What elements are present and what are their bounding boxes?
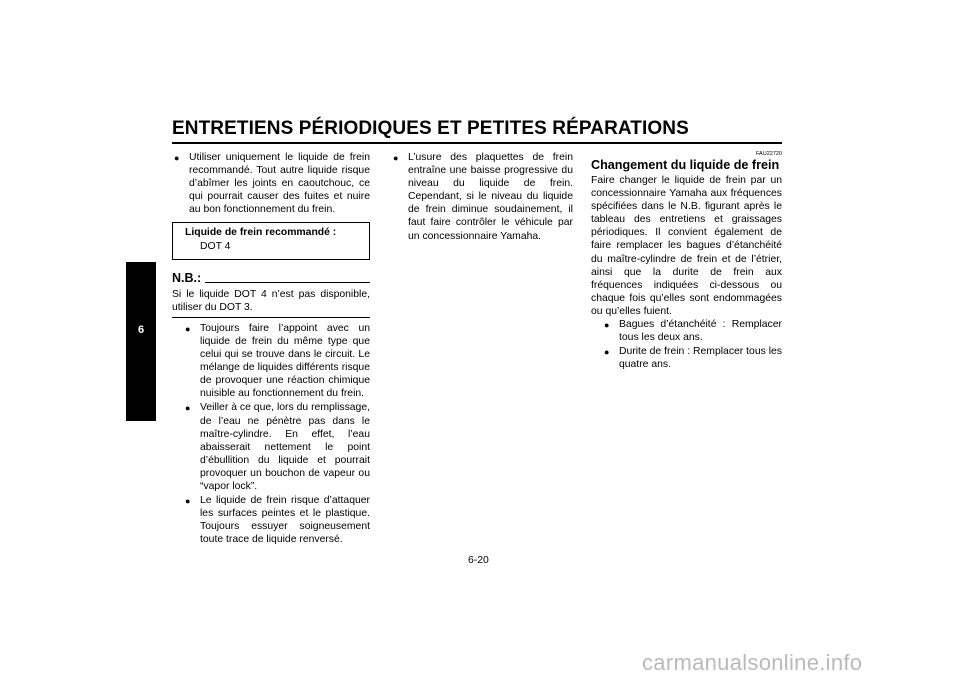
bullet-icon: ● [604,320,610,331]
bullet-text: Toujours faire l’appoint avec un liquide de frein du même type que celui qui se trouve dans le circuit. Le mélange de liquides différents risque de provoquer une réaction chimique nuisible au fonctionnement du frein. [200,322,370,400]
watermark: carmanualsonline.info [642,650,863,675]
nb-heading-rule [205,282,370,283]
list-item [591,345,782,371]
section-title: Changement du liquide de frein [591,158,780,172]
list-item [172,494,370,546]
nb-label: N.B.: [172,270,202,285]
bullet-icon: ● [174,153,180,163]
reference-code: FAU22720 [756,151,782,157]
column-left [172,151,370,547]
chapter-number: 6 [137,324,145,336]
bullet-text: Le liquide de frein risque d’attaquer les surfaces peintes et le plastique. Toujours essuyer soigneusement toute trace de liquide renversé. [200,495,370,546]
pad-wear-bullet-list [391,151,573,243]
page-number: 6-20 [468,555,489,566]
list-item [172,151,370,216]
page-header [172,118,782,144]
bullet-text: Durite de frein : Remplacer tous les quatre ans. [619,346,782,371]
intro-bullet-list [172,151,370,216]
replacement-bullet-list [591,318,782,371]
column-middle [391,151,573,244]
header-rule [172,142,782,144]
bullet-icon: ● [185,403,191,414]
column-right [591,151,782,372]
nb-heading [172,272,370,285]
bullet-icon: ● [185,323,191,334]
nb-bottom-rule [172,317,370,318]
nb-text: Si le liquide DOT 4 n’est pas disponible, utiliser du DOT 3. [172,288,370,313]
bullet-icon: ● [604,347,610,358]
bullet-text: Utiliser uniquement le liquide de frein recommandé. Tout autre liquide risque d’abîmer les joints en caoutchouc, ce qui pourrait causer des fuites et nuire au bon fonctionnement du frein. [189,152,370,216]
list-item [591,318,782,344]
bullet-icon: ● [185,496,191,507]
bullet-text: Veiller à ce que, lors du remplissage, de l’eau ne pénètre pas dans le maître-cylindre. En effet, l’eau abaisserait nettement le point d’ébullition du liquide et pourrait provoquer un bouchon de vapeur ou “vapor lock”. [200,402,370,492]
spec-title: Liquide de frein recommandé : [185,227,337,239]
bullet-icon: ● [393,153,399,163]
recommended-fluid-box [172,222,370,259]
spec-value: DOT 4 [200,240,231,252]
warning-bullet-list [172,322,370,547]
list-item [172,401,370,493]
chapter-tab [126,262,156,421]
bullet-text: Bagues d’étanchéité : Remplacer tous les deux ans. [619,319,782,344]
bullet-text: L’usure des plaquettes de frein entraîne une baisse progressive du niveau du liquide de frein. Cependant, si le niveau du liquide de frein diminue soudainement, il faut faire contrôler le véhicule par un concessionnaire Yamaha. [408,152,573,242]
list-item [172,322,370,401]
page-title: ENTRETIENS PÉRIODIQUES ET PETITES RÉPARATIONS [172,118,689,139]
list-item [391,151,573,243]
section-paragraph: Faire changer le liquide de frein par un concessionnaire Yamaha aux fréquences spécifiées dans le N.B. figurant après le tableau des entretiens et graissages périodiques. Il convient également de faire remplacer les bagues d’étanchéité du maître-cylindre de frein et de l’étrier, ainsi que la durite de frein aux fréquences indiquées ci-dessous ou chaque fois qu’elles sont endommagées ou qu’elles fuient. [591,175,782,317]
